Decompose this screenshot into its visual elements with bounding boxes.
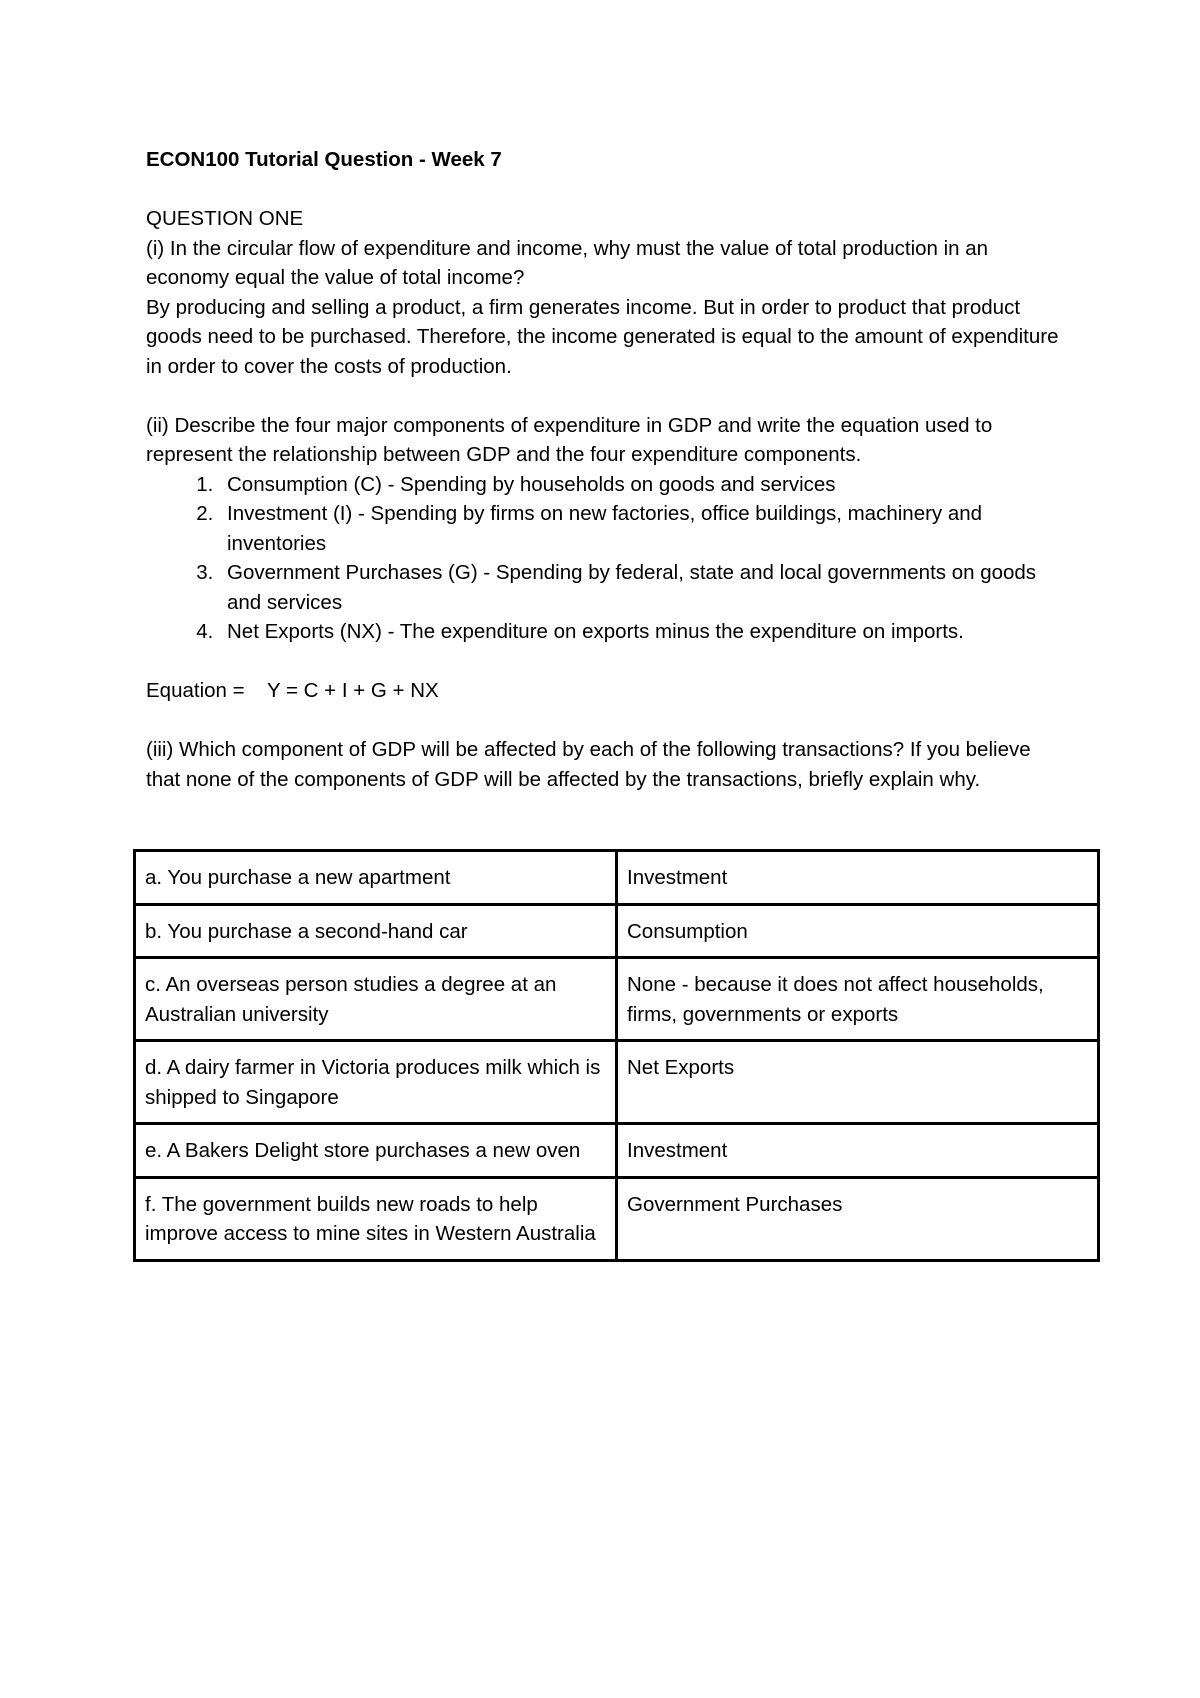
document-body (146, 145, 1066, 794)
table-row (135, 1041, 1099, 1124)
spacer (146, 381, 1066, 411)
table-row (135, 1124, 1099, 1178)
answer-i: By producing and selling a product, a firm generates income. But in order to product that product goods need to be purchased. Therefore, the income generated is equal to the amount of expenditure in order to cover the costs of production. (146, 295, 1059, 378)
transaction-cell: c. An overseas person studies a degree at an Australian university (135, 958, 617, 1041)
transactions-table (133, 849, 1100, 1262)
components-list (146, 470, 1066, 647)
spacer (146, 647, 1066, 677)
question-i: (i) In the circular flow of expenditure and income, why must the value of total production in an economy equal the value of total income? (146, 236, 989, 289)
question-ii: (ii) Describe the four major components of expenditure in GDP and write the equation used to represent the relationship between GDP and the four expenditure components. (146, 413, 993, 466)
table-row (135, 958, 1099, 1041)
table-row (135, 904, 1099, 958)
table-row (135, 851, 1099, 905)
table-row (135, 1177, 1099, 1260)
answer-cell: Consumption (617, 904, 1099, 958)
question-iii: (iii) Which component of GDP will be affected by each of the following transactions? If you believe that none of the components of GDP will be affected by the transactions, briefly explain why. (146, 738, 1031, 791)
spacer (146, 706, 1066, 736)
gdp-equation: Equation = Y = C + I + G + NX (146, 679, 439, 702)
transaction-cell: b. You purchase a second-hand car (135, 904, 617, 958)
document-title: ECON100 Tutorial Question - Week 7 (146, 148, 502, 171)
list-item: 3. Government Purchases (G) - Spending by federal, state and local governments on goods and services (219, 558, 1066, 617)
answer-cell: Investment (617, 851, 1099, 905)
question-heading: QUESTION ONE (146, 207, 304, 230)
answer-cell: Investment (617, 1124, 1099, 1178)
transaction-cell: e. A Bakers Delight store purchases a new oven (135, 1124, 617, 1178)
answer-cell: None - because it does not affect households, firms, governments or exports (617, 958, 1099, 1041)
transaction-cell: f. The government builds new roads to help improve access to mine sites in Western Australia (135, 1177, 617, 1260)
list-item: 2. Investment (I) - Spending by firms on new factories, office buildings, machinery and inventories (219, 499, 1066, 558)
transaction-cell: a. You purchase a new apartment (135, 851, 617, 905)
spacer (146, 175, 1066, 205)
list-item: 1. Consumption (C) - Spending by households on goods and services (219, 470, 1066, 500)
answer-cell: Net Exports (617, 1041, 1099, 1124)
transaction-cell: d. A dairy farmer in Victoria produces milk which is shipped to Singapore (135, 1041, 617, 1124)
list-item: 4. Net Exports (NX) - The expenditure on exports minus the expenditure on imports. (219, 617, 1066, 647)
answer-cell: Government Purchases (617, 1177, 1099, 1260)
